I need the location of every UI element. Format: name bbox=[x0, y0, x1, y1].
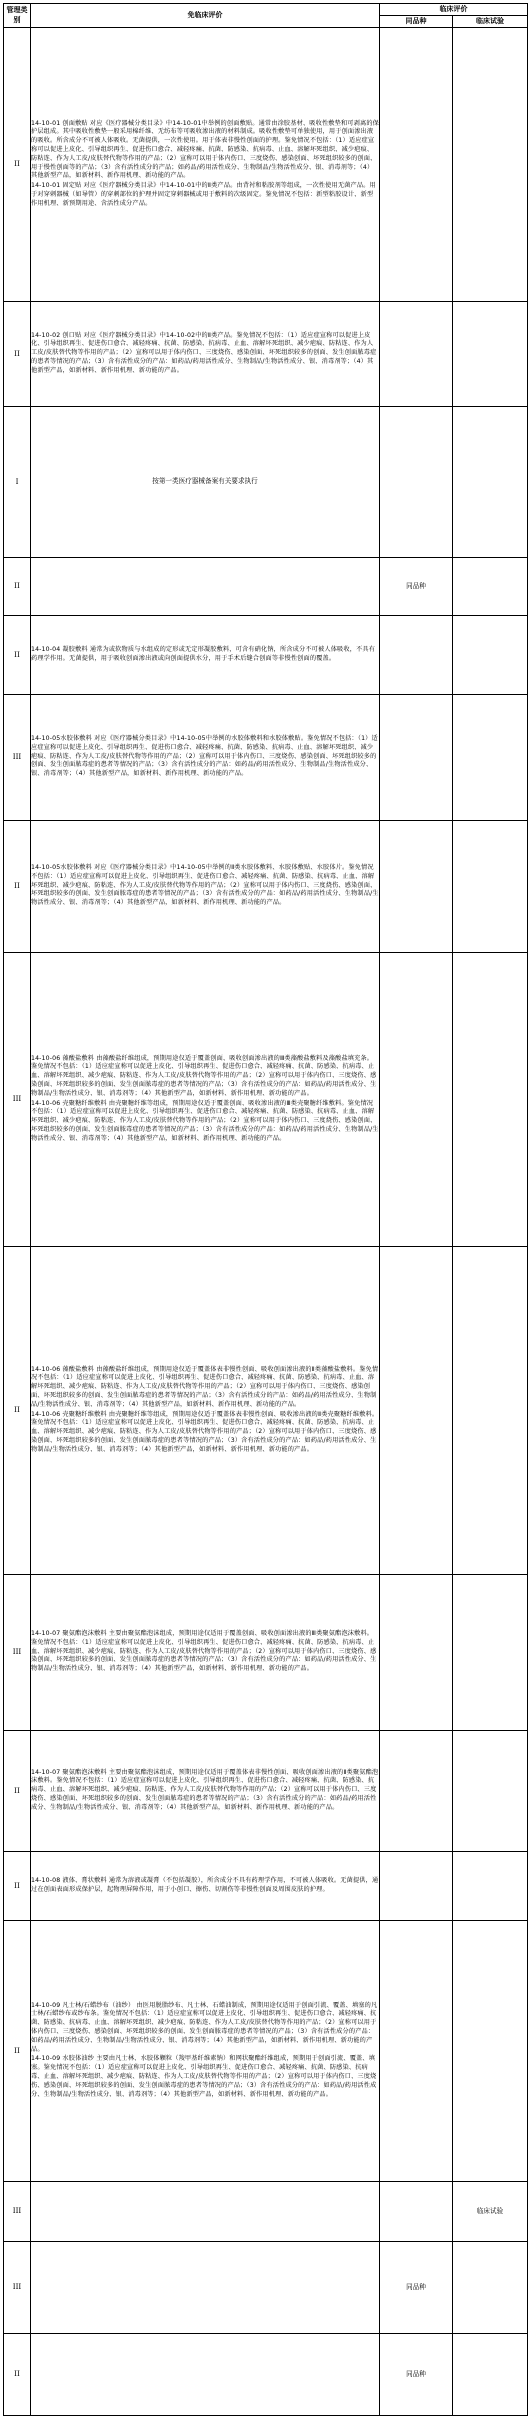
row-class: II bbox=[4, 1731, 31, 1852]
row-class: II bbox=[4, 302, 31, 407]
row-clinical-trial bbox=[453, 407, 528, 558]
row-class: II bbox=[4, 821, 31, 953]
row-class: II bbox=[4, 28, 31, 302]
paragraph: 14-10-05水胶体敷料 对应《医疗器械分类目录》中14-10-05中举例的水胶体敷料和水胶体敷贴。鉴免情况不包括：（1）适应症宣称可以促进上皮化、引导组织再生、促进伤口愈合、减轻疼痛、抗菌、防感染、抗病毒、止血、溶解坏死组织、减少疤痕、防粘连、作为人工皮/皮肤替代物等作用的产品；（2）宣称可以用于体内伤口、三度烧伤、感染创面、坏死组织较多的创面、发生创面脓毒症的患者等情况的产品；（3）含有活性成分的产品：如药品/药用活性成分、生物制品/生物活性成分、银、消毒剂等；（4）其他新型产品，如新材料、新作用机理、新功能的产品。 bbox=[31, 735, 378, 778]
row-same-variety: 同品种 bbox=[380, 2334, 453, 2416]
row-exempt-text bbox=[31, 558, 380, 616]
row-class: III bbox=[4, 1575, 31, 1731]
row-exempt-text bbox=[31, 302, 380, 407]
row-clinical-trial bbox=[453, 953, 528, 1247]
row-same-variety bbox=[380, 1852, 453, 1921]
row-clinical-trial bbox=[453, 616, 528, 695]
row-class: II bbox=[4, 616, 31, 695]
table-row bbox=[4, 2334, 528, 2416]
row-exempt-text bbox=[31, 1852, 380, 1921]
row-clinical-trial bbox=[453, 1575, 528, 1731]
row-exempt-text bbox=[31, 2334, 380, 2416]
paragraph: 14-10-06 藻酸盐敷料 由藻酸盐纤维组成，预期用途仅适于覆盖体表非慢性创面、吸收创面渗出液的Ⅱ类藻酸盐敷料。鉴免情况不包括：（1）适应症宣称可以促进上皮化、引导组织再生、促进伤口愈合、减轻疼痛、抗菌、防感染、抗病毒、止血、溶解坏死组织、减少疤痕、防粘连、作为人工皮/皮肤替代物等作用的产品；（2）宣称可以用于体内伤口、三度烧伤、感染创面、坏死组织较多的创面、发生创面脓毒症的患者等情况的产品；（3）含有活性成分的产品：如药品/药用活性成分、生物制品/生物活性成分、银、消毒剂等；（4）其他新型产品，如新材料、新作用机理、新功能的产品。 bbox=[31, 1365, 379, 1408]
row-class: III bbox=[4, 695, 31, 821]
row-exempt-text bbox=[31, 28, 380, 302]
paragraph: 14-10-09 凡士林/石蜡纱布（油纱） 由医用脱脂纱布、凡士林、石蜡油制成，预期用途仅适用于创面引流、覆盖、填塞的凡士林/石蜡纱布或纱布条。鉴免情况不包括：（1）适应症宣称可以促进上皮化、引导组织再生、促进伤口愈合、减轻疼痛、抗菌、防感染、抗病毒、止血、溶解坏死组织、减少疤痕、防粘连、作为人工皮/皮肤替代物等作用的产品；（2）宣称可以用于体内伤口、三度烧伤、感染创面、坏死组织较多的创面、发生创面脓毒症的患者等情况的产品；（3）含有活性成分的产品：如药品/药用活性成分、生物制品/生物活性成分、银、消毒剂等；（4）其他新型产品，如新材料、新作用机理、新功能的产品。 bbox=[31, 2001, 378, 2053]
paragraph: 14-10-06 藻酸盐敷料 由藻酸盐纤维组成，预期用途仅适于覆盖创面、吸收创面渗出液的Ⅲ类藻酸盐敷料及藻酸盐填充条。鉴免情况不包括：（1）适应症宣称可以促进上皮化、引导组织再生、促进伤口愈合、减轻疼痛、抗菌、防感染、抗病毒、止血、溶解坏死组织、减少疤痕、防粘连、作为人工皮/皮肤替代物等作用的产品；（2）宣称可以用于体内伤口、三度烧伤、感染创面、坏死组织较多的创面、发生创面脓毒症的患者等情况的产品；（3）含有活性成分的产品：如药品/药用活性成分、生物制品/生物活性成分、银、消毒剂等；（4）其他新型产品，如新材料、新作用机理、新功能的产品。 bbox=[31, 1054, 377, 1097]
row-exempt-text bbox=[31, 2182, 380, 2242]
row-same-variety bbox=[380, 821, 453, 953]
paragraph: 14-10-05水胶体敷料 对应《医疗器械分类目录》中14-10-05中举例的Ⅱ类水胶体敷料、水胶体敷贴、水胶体片。鉴免情况不包括：（1）适应症宣称可以促进上皮化、引导组织再生、促进伤口愈合、减轻疼痛、抗菌、防感染、抗病毒、止血、溶解坏死组织、减少疤痕、防粘连、作为人工皮/皮肤替代物等作用的产品；（2）宣称可以用于体内伤口、三度烧伤、感染创面、坏死组织较多的创面、发生创面脓毒症的患者等情况的产品；（3）含有活性成分的产品：如药品/药用活性成分、生物制品/生物活性成分、银、消毒剂等；（4）其他新型产品，如新材料、新作用机理、新功能的产品。 bbox=[31, 864, 379, 907]
table-row bbox=[4, 1852, 528, 1921]
table-row bbox=[4, 2182, 528, 2242]
row-exempt-text bbox=[31, 1247, 380, 1575]
row-same-variety bbox=[380, 695, 453, 821]
row-same-variety bbox=[380, 1575, 453, 1731]
row-class: I bbox=[4, 407, 31, 558]
row-same-variety: 同品种 bbox=[380, 2242, 453, 2334]
row-class: III bbox=[4, 953, 31, 1247]
row-same-variety bbox=[380, 407, 453, 558]
table-row bbox=[4, 302, 528, 407]
row-exempt-text bbox=[31, 953, 380, 1247]
row-exempt-text bbox=[31, 1575, 380, 1731]
header-same-variety: 同品种 bbox=[380, 16, 453, 28]
row-same-variety bbox=[380, 616, 453, 695]
table-row bbox=[4, 1575, 528, 1731]
paragraph: 14-10-07 聚氨酯泡沫敷料 主要由聚氨酯泡沫组成，预期用途仅适用于覆盖体表非慢性创面、吸收创面渗出液的Ⅱ类聚氨酯泡沫敷料。鉴免情况不包括：（1）适应症宣称可以促进上皮化、引导组织再生、促进伤口愈合、减轻疼痛、抗菌、防感染、抗病毒、止血、溶解坏死组织、减少疤痕、防粘连、作为人工皮/皮肤替代物等作用的产品；（2）宣称可以用于体内伤口、三度烧伤、感染创面、坏死组织较多的创面、发生创面脓毒症的患者等情况的产品；（3）含有活性成分的产品：如药品/药用活性成分、生物制品/生物活性成分、银、消毒剂等；（4）其他新型产品，如新材料、新作用机理、新功能的产品。 bbox=[31, 1768, 379, 1811]
row-clinical-trial bbox=[453, 2242, 528, 2334]
row-exempt-text bbox=[31, 821, 380, 953]
header-clinical: 临床评价 bbox=[380, 4, 528, 16]
row-clinical-trial bbox=[453, 28, 528, 302]
paragraph: 14-10-08 液体、膏状敷料 通常为溶液或凝膏（不包括凝胶），所含成分不具有药理学作用，不可被人体吸收。无菌提供，通过在创面表面形成保护层，起物理屏障作用，用于小创口、擦伤、切割伤等非慢性创面及周围皮肤的护理。 bbox=[31, 1876, 379, 1893]
table-row bbox=[4, 616, 528, 695]
paragraph: 14-10-09 水胶体油纱 主要由凡士林、水胶体颗粒（羧甲基纤维素钠）和网状聚酯纤维组成，预期用于创面引流、覆盖、填塞。鉴免情况不包括：（1）适应症宣称可以促进上皮化、引导组织再生、促进伤口愈合、减轻疼痛、抗菌、防感染、抗病毒、止血、溶解坏死组织、减少疤痕、防粘连、作为人工皮/皮肤替代物等作用的产品；（2）宣称可以用于体内伤口、三度烧伤、感染创面、坏死组织较多的创面、发生创面脓毒症的患者等情况的产品；（3）含有活性成分的产品：如药品/药用活性成分、生物制品/生物活性成分、银、消毒剂等；（4）其他新型产品，如新材料、新作用机理、新功能的产品。 bbox=[31, 2055, 377, 2098]
row-class: II bbox=[4, 1921, 31, 2182]
paragraph: 按第一类医疗器械备案有关要求执行 bbox=[152, 477, 258, 486]
clinical-evaluation-table bbox=[3, 3, 528, 2416]
row-class: II bbox=[4, 558, 31, 616]
table-row bbox=[4, 28, 528, 302]
paragraph: 14-10-02 创口贴 对应《医疗器械分类目录》中14-10-02中的Ⅱ类产品。鉴免情况不包括：（1）适应症宣称可以促进上皮化、引导组织再生、促进伤口愈合、减轻疼痛、抗菌、防感染、抗病毒、止血、溶解坏死组织、减少疤痕、防粘连、作为人工皮/皮肤替代物等作用的产品；（2）宣称可以用于体内伤口、三度烧伤、感染创面、坏死组织较多的创面、发生创面脓毒症的患者等情况的产品；（3）含有活性成分的产品：如药品/药用活性成分、生物制品/生物活性成分、银、消毒剂等；（4）其他新型产品，如新材料、新作用机理、新功能的产品。 bbox=[31, 331, 377, 374]
row-clinical-trial bbox=[453, 1921, 528, 2182]
row-clinical-trial bbox=[453, 558, 528, 616]
row-clinical-trial bbox=[453, 1731, 528, 1852]
row-same-variety bbox=[380, 2182, 453, 2242]
row-clinical-trial bbox=[453, 2334, 528, 2416]
table-row bbox=[4, 2242, 528, 2334]
row-same-variety bbox=[380, 28, 453, 302]
paragraph: 14-10-01 固定贴 对应《医疗器械分类目录》中14-10-01中的Ⅱ类产品。由背衬和粘胶剂等组成，一次性使用无菌产品。用于对穿刺器械（如导管）的穿刺部位的护理并固定穿刺器械或用于敷料的次级固定。鉴免情况不包括：新型粘胶设计、新型作用机理、新预期用途、含活性成分产品。 bbox=[31, 182, 376, 207]
row-class: III bbox=[4, 2242, 31, 2334]
row-same-variety bbox=[380, 1247, 453, 1575]
row-clinical-trial bbox=[453, 695, 528, 821]
row-class: II bbox=[4, 2334, 31, 2416]
table-row bbox=[4, 1921, 528, 2182]
row-class: III bbox=[4, 2182, 31, 2242]
row-clinical-trial: 临床试验 bbox=[453, 2182, 528, 2242]
row-same-variety bbox=[380, 1921, 453, 2182]
table-row bbox=[4, 407, 528, 558]
paragraph: 14-10-06 壳聚糖纤维敷料 由壳聚糖纤维等组成，预期用途仅适于覆盖体表非慢性创面、吸收渗出液的Ⅱ类壳聚糖纤维敷料。鉴免情况不包括：（1）适应症宣称可以促进上皮化、引导组织再生、促进伤口愈合、减轻疼痛、抗菌、防感染、抗病毒、止血、溶解坏死组织、减少疤痕、防粘连、作为人工皮/皮肤替代物等作用的产品；（2）宣称可以用于体内伤口、三度烧伤、感染创面、坏死组织较多的创面、发生创面脓毒症的患者等情况的产品；（3）含有活性成分的产品：如药品/药用活性成分、生物制品/生物活性成分、银、消毒剂等；（4）其他新型产品，如新材料、新作用机理、新功能的产品。 bbox=[31, 1410, 379, 1453]
paragraph: 14-10-01 创面敷贴 对应《医疗器械分类目录》中14-10-01中举例的创面敷贴。通常由涂胶基材、吸收性敷垫和可剥离的保护层组成。其中吸收性敷垫一般采用棉纤维、无纺布等可吸收渗出液的材料制成。吸收性敷垫可单独使用，用于创面渗出液的吸收。所含成分不可被人体吸收。无菌提供，一次性使用。用于体表非慢性创面的护理。鉴免情况不包括：（1）适应症宣称可以促进上皮化、引导组织再生、促进伤口愈合、减轻疼痛、抗菌、防感染、抗病毒、止血、溶解坏死组织、减少疤痕、防粘连、作为人工皮/皮肤替代物等作用的产品；（2）宣称可以用于体内伤口、三度烧伤、感染创面、坏死组织较多的创面、用于慢性创面等的产品；（3）含有活性成分的产品；如药品/药用活性成分、生物制品/生物活性成分、银、消毒剂等；（4）其他新型产品，如新材料、新作用机理、新功能的产品。 bbox=[31, 119, 379, 180]
paragraph: 14-10-07 聚氨酯泡沫敷料 主要由聚氨酯泡沫组成，预期用途仅适用于覆盖创面、吸收创面渗出液的Ⅲ类聚氨酯泡沫敷料。鉴免情况不包括：（1）适应症宣称可以促进上皮化、引导组织再生、促进伤口愈合、减轻疼痛、抗菌、防感染、抗病毒、止血、溶解坏死组织、减少疤痕、防粘连、作为人工皮/皮肤替代物等作用的产品；（2）宣称可以用于体内伤口、三度烧伤、感染创面、坏死组织较多的创面、发生创面脓毒症的患者等情况的产品；（3）含有活性成分的产品：如药品/药用活性成分、生物制品/生物活性成分、银、消毒剂等；（4）其他新型产品，如新材料、新作用机理、新功能的产品。 bbox=[31, 1630, 377, 1673]
table-row bbox=[4, 953, 528, 1247]
row-same-variety bbox=[380, 953, 453, 1247]
row-same-variety bbox=[380, 302, 453, 407]
table-row bbox=[4, 1247, 528, 1575]
paragraph: 14-10-06 壳聚糖纤维敷料 由壳聚糖纤维等组成，预期用途仅适于覆盖创面、吸收渗出液的Ⅲ类壳聚糖纤维敷料。鉴免情况不包括：（1）适应症宣称可以促进上皮化、引导组织再生、促进伤口愈合、减轻疼痛、抗菌、防感染、抗病毒、止血、溶解坏死组织、减少疤痕、防粘连、作为人工皮/皮肤替代物等作用的产品；（2）宣称可以用于体内伤口、三度烧伤、感染创面、坏死组织较多的创面、发生创面脓毒症的患者等情况的产品；（3）含有活性成分的产品：如药品/药用活性成分、生物制品/生物活性成分、银、消毒剂等；（4）其他新型产品，如新材料、新作用机理、新功能的产品。 bbox=[31, 1099, 379, 1142]
row-clinical-trial bbox=[453, 1852, 528, 1921]
header-exempt: 免临床评价 bbox=[31, 4, 380, 28]
row-clinical-trial bbox=[453, 1247, 528, 1575]
row-class: II bbox=[4, 1852, 31, 1921]
row-clinical-trial bbox=[453, 302, 528, 407]
paragraph: 14-10-04 凝胶敷料 通常为或软物质与水组成的定形或无定形凝胶敷料，可含有硝化钠，所含成分不可被人体吸收，不具有药理学作用。无菌提供，用于吸收创面渗出液或向创面提供水分，用于手术后缝合创面等非慢性创面的覆盖。 bbox=[31, 645, 376, 662]
table-row bbox=[4, 1731, 528, 1852]
row-same-variety: 同品种 bbox=[380, 558, 453, 616]
row-exempt-text bbox=[31, 695, 380, 821]
row-clinical-trial bbox=[453, 821, 528, 953]
table-row bbox=[4, 821, 528, 953]
row-exempt-text bbox=[31, 1731, 380, 1852]
row-exempt-text bbox=[31, 1921, 380, 2182]
table-row bbox=[4, 695, 528, 821]
header-class: 管理类别 bbox=[4, 4, 31, 28]
row-same-variety bbox=[380, 1731, 453, 1852]
row-class: II bbox=[4, 1247, 31, 1575]
table-row bbox=[4, 558, 528, 616]
row-exempt-text bbox=[31, 616, 380, 695]
row-exempt-text bbox=[31, 2242, 380, 2334]
header-clinical-trial: 临床试验 bbox=[453, 16, 528, 28]
row-exempt-text bbox=[31, 407, 380, 558]
